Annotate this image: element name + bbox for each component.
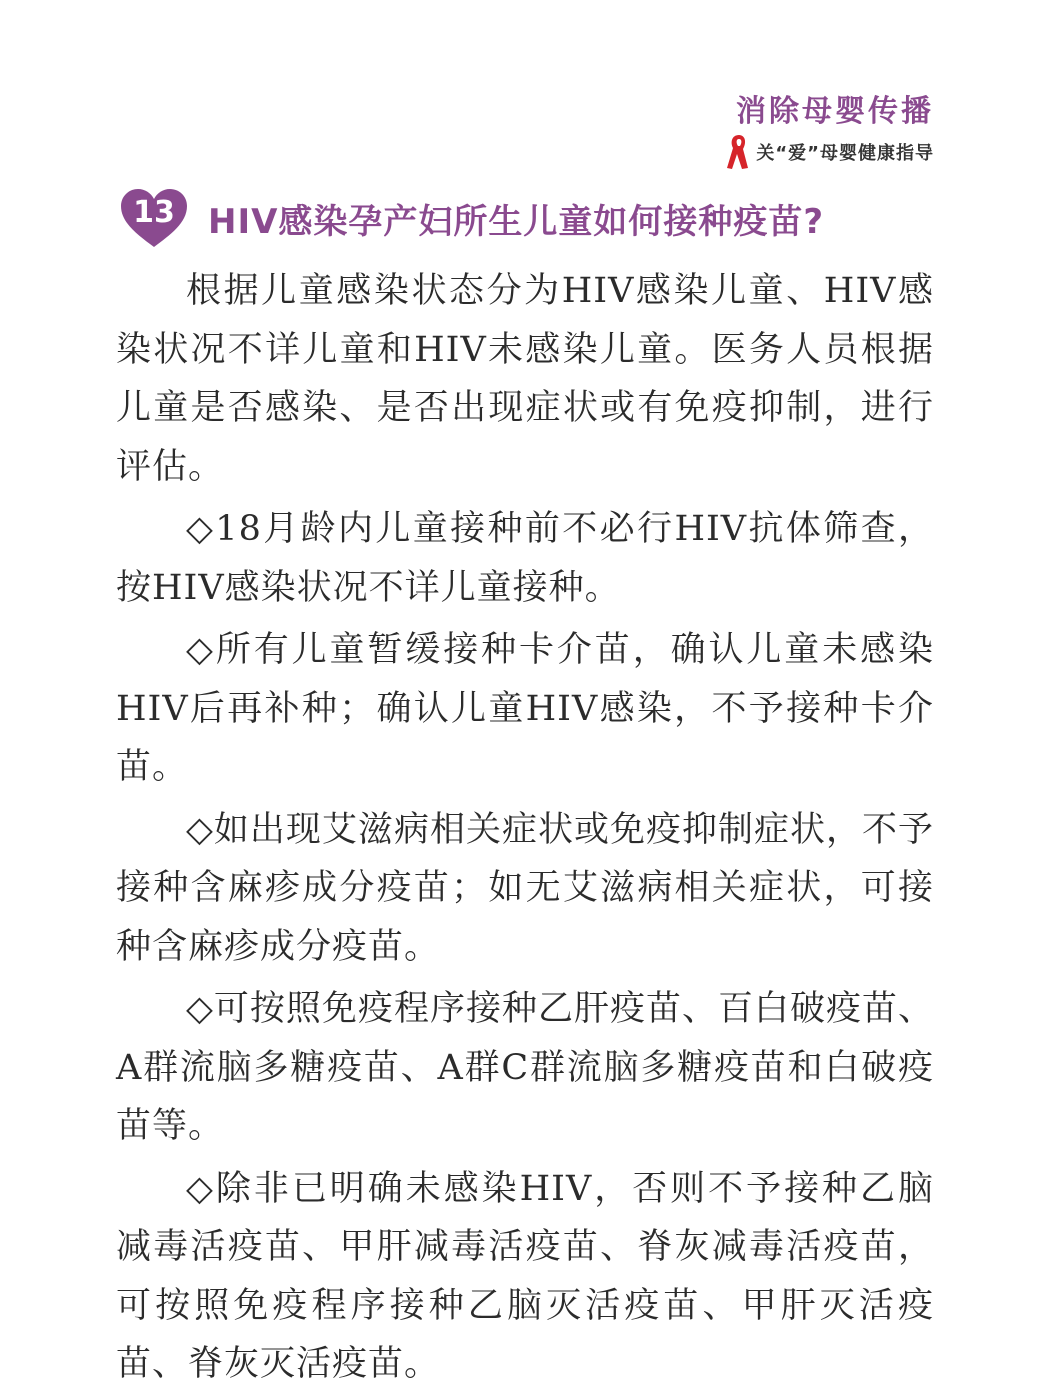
section-title: 消除母婴传播	[736, 94, 934, 129]
paragraph-item: ◇所有儿童暂缓接种卡介苗，确认儿童未感染HIV后再补种；确认儿童HIV感染，不予接种卡介苗。	[116, 630, 934, 787]
question-title: HIV感染孕产妇所生儿童如何接种疫苗?	[208, 201, 825, 242]
paragraph-item: ◇可按照免疫程序接种乙肝疫苗、百白破疫苗、A群流脑多糖疫苗、A群C群流脑多糖疫苗和白破疫苗等。	[116, 989, 934, 1146]
section-subtitle-row	[724, 132, 934, 172]
answer-body	[116, 262, 934, 1398]
paragraph-item: ◇除非已明确未感染HIV，否则不予接种乙脑减毒活疫苗、甲肝减毒活疫苗、脊灰减毒活疫苗，可按照免疫程序接种乙脑灭活疫苗、甲肝灭活疫苗、脊灰灭活疫苗。	[116, 1168, 934, 1384]
paragraph-item: ◇如出现艾滋病相关症状或免疫抑制症状，不予接种含麻疹成分疫苗；如无艾滋病相关症状，可接种含麻疹成分疫苗。	[116, 809, 934, 967]
heart-number-badge	[118, 187, 190, 249]
section-subtitle: 关“爱”母婴健康指导	[756, 143, 934, 164]
question-number: 13	[133, 195, 175, 230]
question-heading	[118, 188, 824, 248]
red-ribbon-icon	[724, 132, 754, 172]
paragraph-intro: 根据儿童感染状态分为HIV感染儿童、HIV感染状况不详儿童和HIV未感染儿童。医务人员根据儿童是否感染、是否出现症状或有免疫抑制，进行评估。	[116, 271, 934, 487]
paragraph-item: ◇18月龄内儿童接种前不必行HIV抗体筛查，按HIV感染状况不详儿童接种。	[116, 509, 934, 608]
